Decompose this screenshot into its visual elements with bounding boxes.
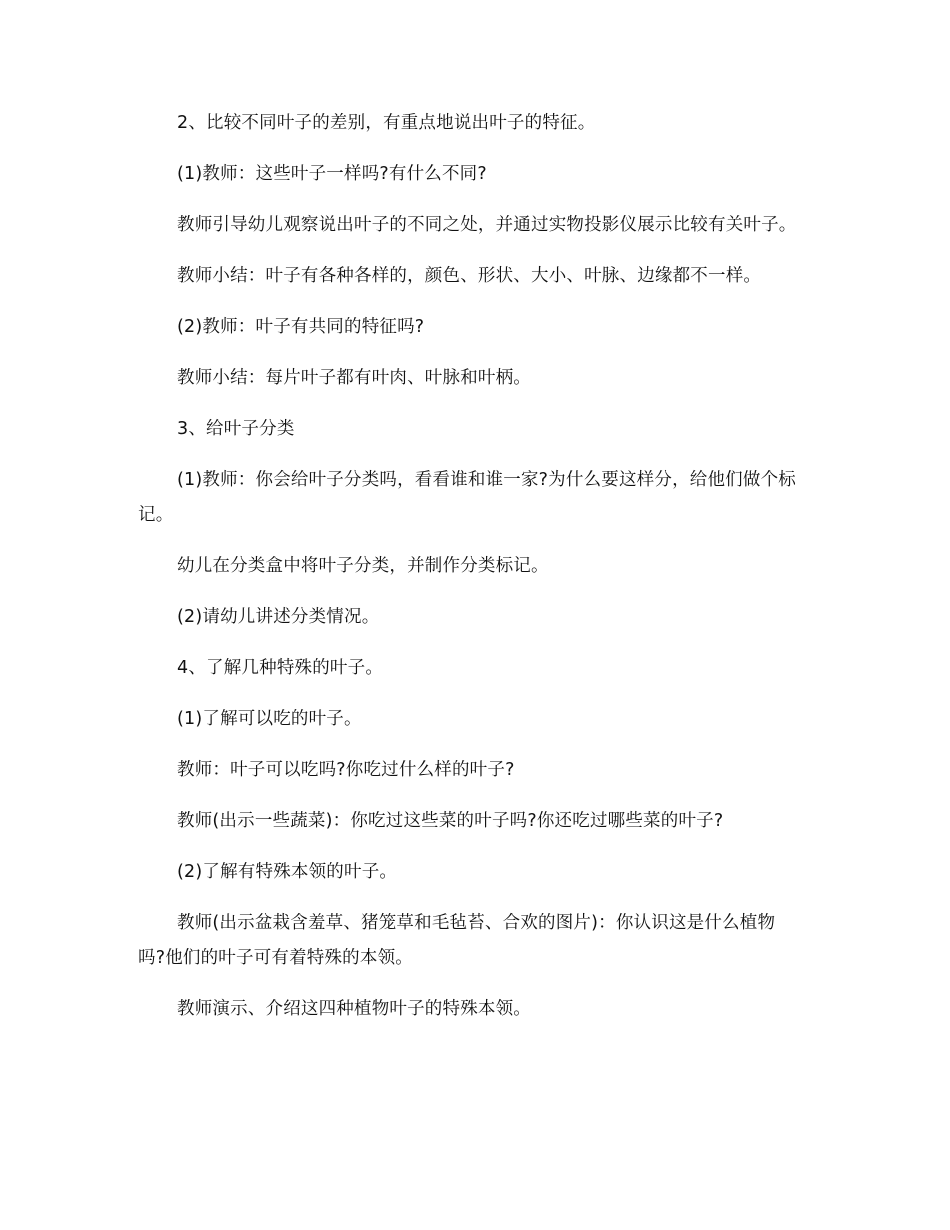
document-body xyxy=(138,106,798,1043)
paragraph-teacher-summary-2: 教师小结：每片叶子都有叶肉、叶脉和叶柄。 xyxy=(177,368,531,388)
paragraph-plants-pictures: 教师(出示盆栽含羞草、猪笼草和毛毡苔、合欢的图片)：你认识这是什么植物吗?他们的叶子可有着特殊的本领。 xyxy=(138,913,776,968)
paragraph-teacher-guide: 教师引导幼儿观察说出叶子的不同之处，并通过实物投影仪展示比较有关叶子。 xyxy=(177,215,797,235)
paragraph-vegetables-question: 教师(出示一些蔬菜)：你吃过这些菜的叶子吗?你还吃过哪些菜的叶子? xyxy=(177,811,724,831)
paragraph-children-describe: (2)请幼儿讲述分类情况。 xyxy=(177,607,380,627)
paragraph-children-classify: 幼儿在分类盒中将叶子分类，并制作分类标记。 xyxy=(177,556,549,576)
paragraph-classify-heading: 3、给叶子分类 xyxy=(177,419,295,439)
paragraph-teacher-question-1: (1)教师：这些叶子一样吗?有什么不同? xyxy=(177,164,487,184)
paragraph-special-leaves-heading: 4、了解几种特殊的叶子。 xyxy=(177,658,384,678)
paragraph-edible-question: 教师：叶子可以吃吗?你吃过什么样的叶子? xyxy=(177,760,515,780)
paragraph-special-ability-leaves: (2)了解有特殊本领的叶子。 xyxy=(177,862,398,882)
paragraph-teacher-summary-1: 教师小结：叶子有各种各样的，颜色、形状、大小、叶脉、边缘都不一样。 xyxy=(177,266,762,286)
paragraph-edible-leaves: (1)了解可以吃的叶子。 xyxy=(177,709,362,729)
paragraph-teacher-question-2: (2)教师：叶子有共同的特征吗? xyxy=(177,317,425,337)
paragraph-compare-heading: 2、比较不同叶子的差别，有重点地说出叶子的特征。 xyxy=(177,113,596,133)
paragraph-teacher-demonstration: 教师演示、介绍这四种植物叶子的特殊本领。 xyxy=(177,999,531,1019)
paragraph-classify-question: (1)教师：你会给叶子分类吗，看看谁和谁一家?为什么要这样分，给他们做个标记。 xyxy=(138,470,796,525)
